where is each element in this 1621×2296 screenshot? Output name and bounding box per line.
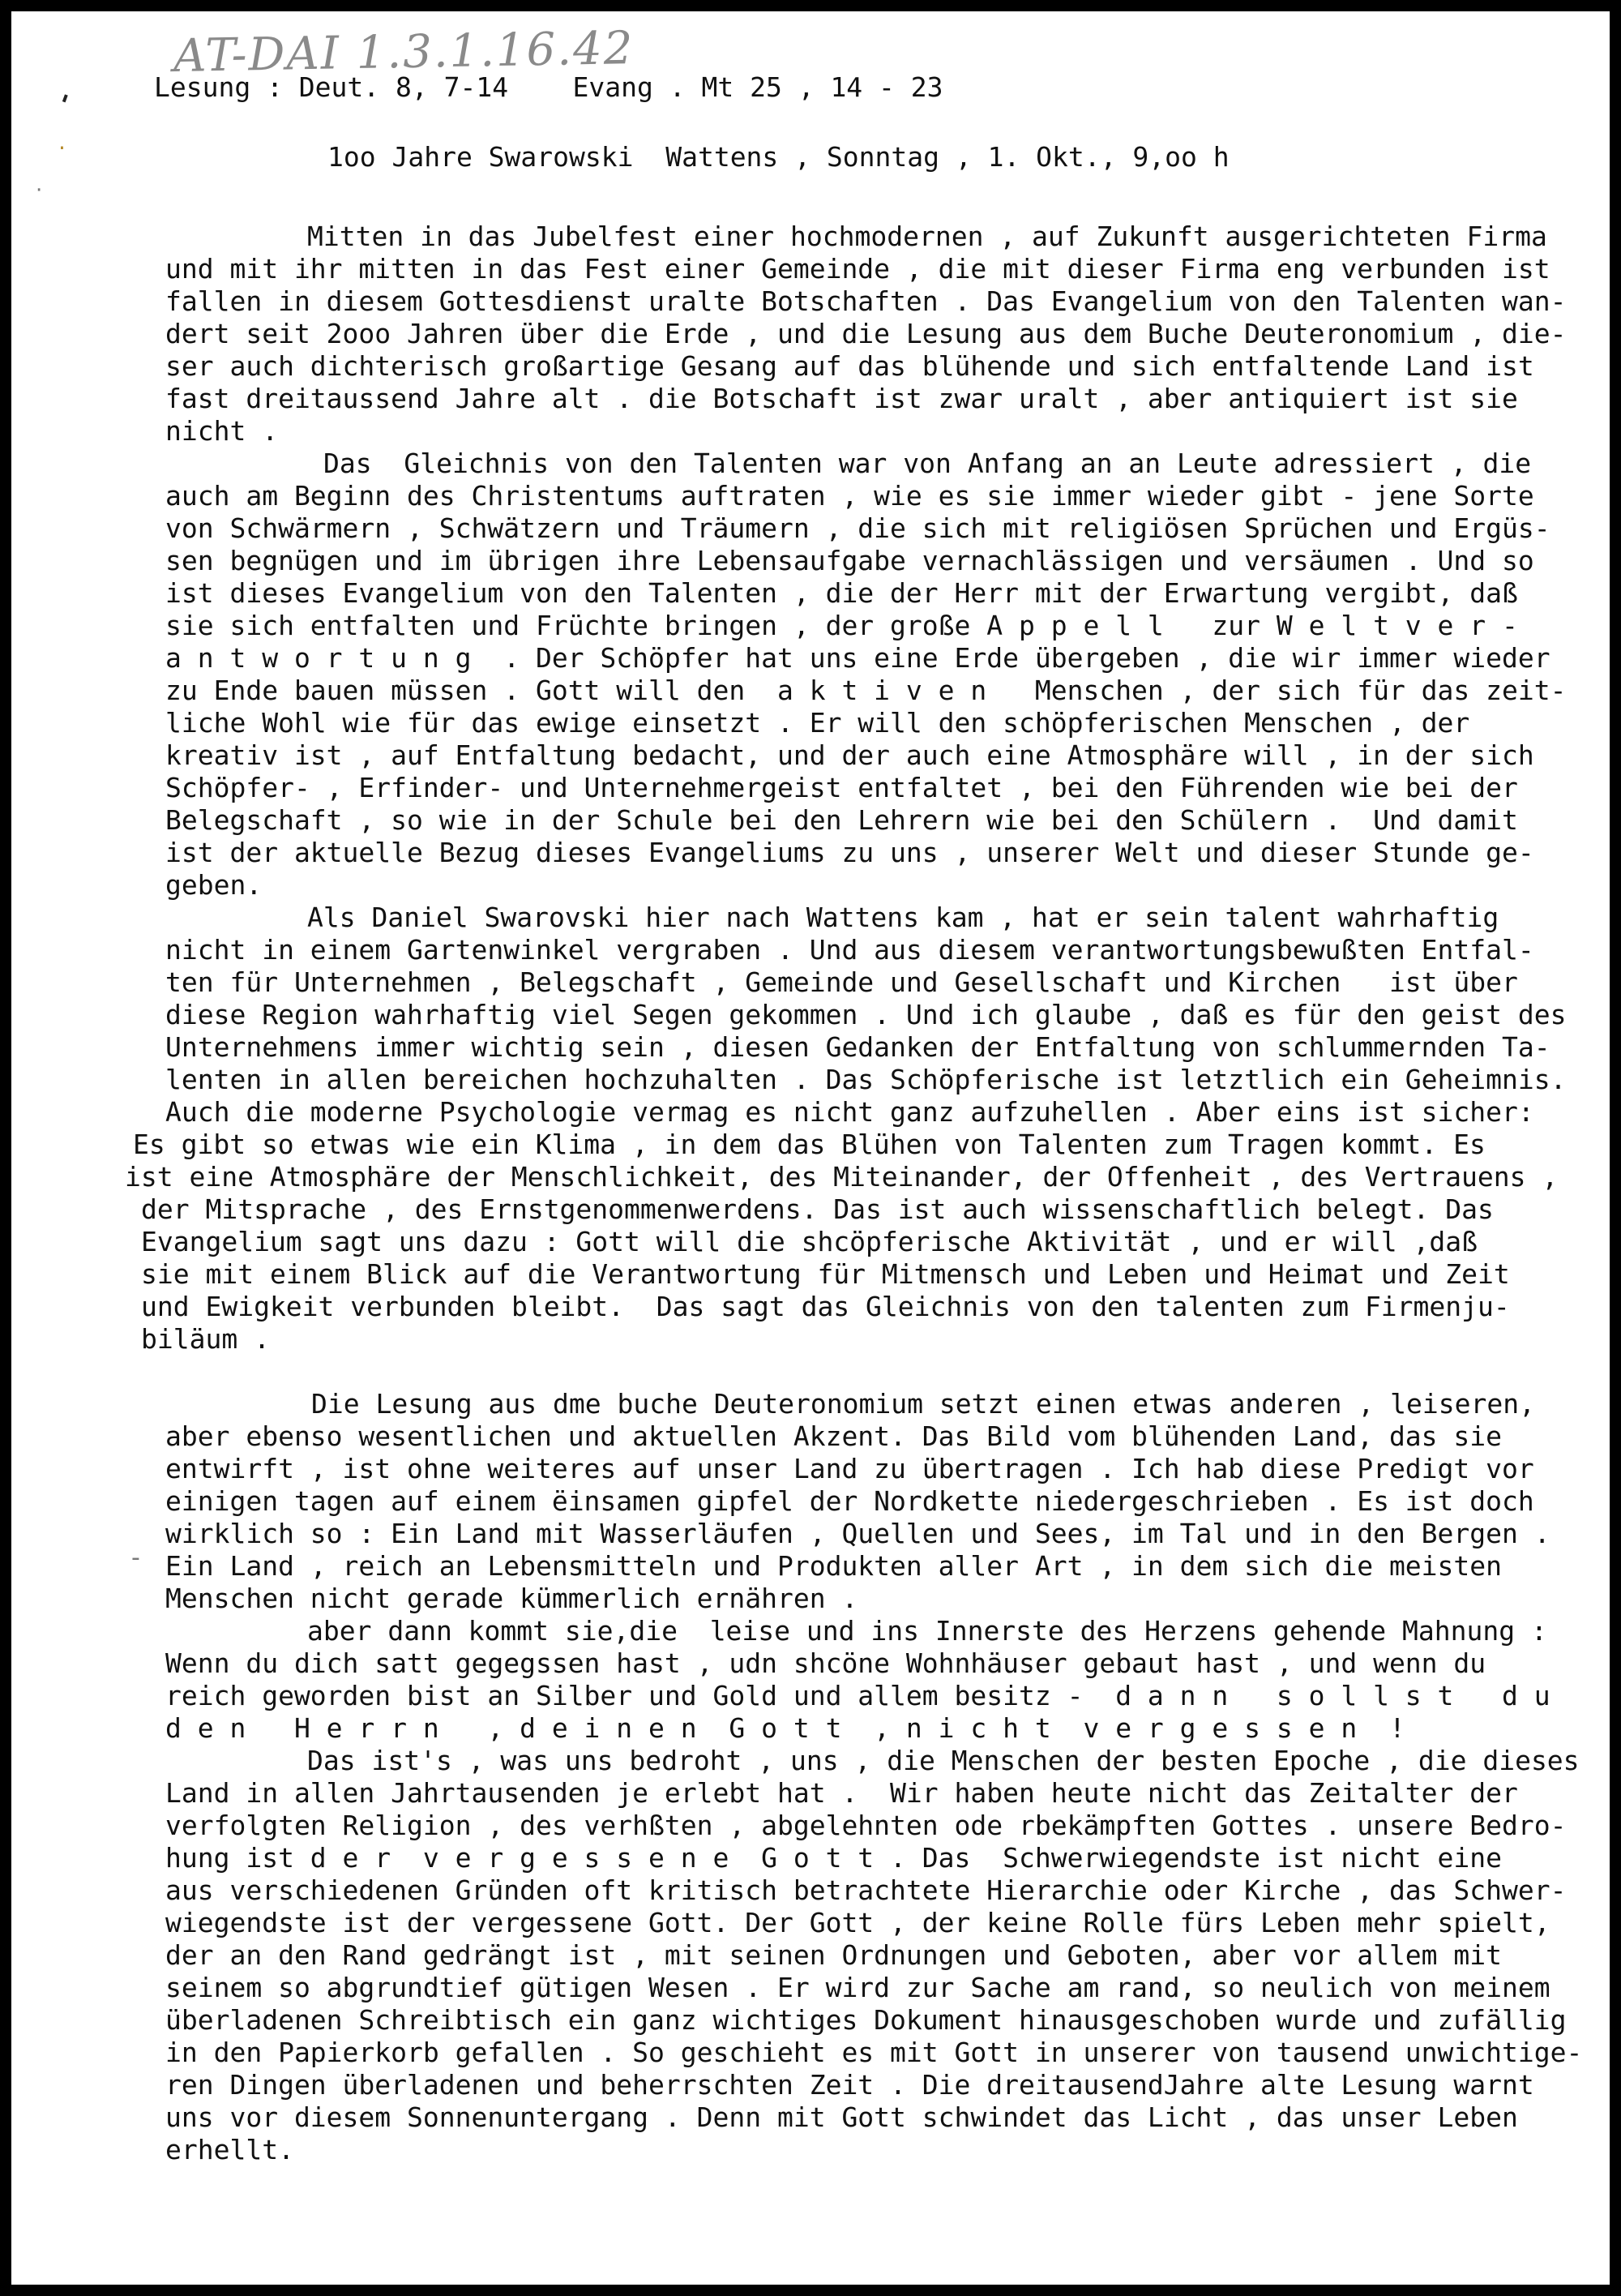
text-line: einigen tagen auf einem ëinsamen gipfel der Nordkette niedergeschrieben . Es ist doch	[165, 1485, 1534, 1517]
text-line: Land in allen Jahrtausenden je erlebt hat . Wir haben heute nicht das Zeitalter der	[165, 1777, 1518, 1809]
text-line: sen begnügen und im übrigen ihre Lebensaufgabe vernachlässigen und versäumen . Und so	[165, 545, 1534, 576]
text-line: biläum .	[141, 1323, 270, 1355]
text-line: fast dreitaussend Jahre alt . die Botschaft ist zwar uralt , aber antiquiert ist sie	[165, 383, 1518, 414]
text-line: aber dann kommt sie,die leise und ins Innerste des Herzens gehende Mahnung :	[307, 1615, 1547, 1647]
text-line: Schöpfer- , Erfinder- und Unternehmergeist entfaltet , bei den Führenden wie bei der	[165, 772, 1518, 803]
text-line: der an den Rand gedrängt ist , mit seinen Ordnungen und Geboten, aber vor allem mit	[165, 1939, 1503, 1971]
text-line: Unternehmens immer wichtig sein , diesen Gedanken der Entfaltung von schlummernden Ta-	[165, 1031, 1550, 1063]
text-line: und mit ihr mitten in das Fest einer Gemeinde , die mit dieser Firma eng verbunden ist	[165, 253, 1550, 285]
text-line: aber ebenso wesentlichen und aktuellen Akzent. Das Bild vom blühenden Land, das sie	[165, 1420, 1503, 1452]
text-line: Belegschaft , so wie in der Schule bei den Lehrern wie bei den Schülern . Und damit	[165, 804, 1518, 836]
text-line: ren Dingen überladenen und beherrschten Zeit . Die dreitausendJahre alte Lesung warnt	[165, 2069, 1534, 2101]
text-line: erhellt.	[165, 2134, 294, 2165]
text-line: hung ist d e r v e r g e s s e n e G o t t . Das Schwerwiegendste ist nicht eine	[165, 1842, 1503, 1874]
text-line: Wenn du dich satt gegegssen hast , udn shcöne Wohnhäuser gebaut hast , und wenn du	[165, 1647, 1486, 1679]
text-line: liche Wohl wie für das ewige einsetzt . Er will den schöpferischen Menschen , der	[165, 707, 1470, 739]
margin-mark: ·	[36, 178, 43, 203]
text-line: Mitten in das Jubelfest einer hochmodernen , auf Zukunft ausgerichteten Firma	[307, 221, 1547, 252]
text-line: diese Region wahrhaftig viel Segen gekommen . Und ich glaube , daß es für den geist des	[165, 999, 1567, 1030]
text-line: zu Ende bauen müssen . Gott will den a k t i v e n Menschen , der sich für das zeit-	[165, 675, 1567, 706]
margin-mark: '	[53, 88, 72, 122]
text-line: reich geworden bist an Silber und Gold und allem besitz - d a n n s o l l s t d u	[165, 1680, 1550, 1711]
text-line: sie sich entfalten und Früchte bringen , der große A p p e l l zur W e l t v e r -	[165, 610, 1518, 641]
text-line: seinem so abgrundtief gütigen Wesen . Er wird zur Sache am rand, so neulich von meinem	[165, 1972, 1550, 2003]
text-line: lenten in allen bereichen hochzuhalten . Das Schöpferische ist letztlich ein Geheimnis.	[165, 1064, 1567, 1095]
text-line: Das ist's , was uns bedroht , uns , die Menschen der besten Epoche , die dieses	[307, 1745, 1580, 1776]
text-line: a n t w o r t u n g . Der Schöpfer hat uns eine Erde übergeben , die wir immer wieder	[165, 642, 1550, 674]
text-line: und Ewigkeit verbunden bleibt. Das sagt das Gleichnis von den talenten zum Firmenju-	[141, 1291, 1510, 1322]
text-line: entwirft , ist ohne weiteres auf unser Land zu übertragen . Ich hab diese Predigt vor	[165, 1453, 1534, 1484]
sermon-heading: 1oo Jahre Swarowski Wattens , Sonntag , 1. Okt., 9,oo h	[327, 141, 1230, 173]
text-line: ten für Unternehmen , Belegschaft , Gemeinde und Gesellschaft und Kirchen ist über	[165, 966, 1518, 998]
text-line: nicht in einem Gartenwinkel vergraben . Und aus diesem verantwortungsbewußten Entfal-	[165, 934, 1534, 966]
text-line: d e n H e r r n , d e i n e n G o t t , n i c h t v e r g e s s e n !	[165, 1712, 1405, 1744]
text-line: wiegendste ist der vergessene Gott. Der Gott , der keine Rolle fürs Leben mehr spielt,	[165, 1907, 1550, 1938]
text-line: Die Lesung aus dme buche Deuteronomium setzt einen etwas anderen , leiseren,	[311, 1388, 1535, 1420]
text-line: ist eine Atmosphäre der Menschlichkeit, des Miteinander, der Offenheit , des Vertrauens ,	[125, 1161, 1559, 1193]
text-line: ist dieses Evangelium von den Talenten , die der Herr mit der Erwartung vergibt, daß	[165, 577, 1518, 609]
text-line: überladenen Schreibtisch ein ganz wichtiges Dokument hinausgeschoben wurde und zufällig	[165, 2004, 1567, 2036]
text-line: sie mit einem Blick auf die Verantwortung für Mitmensch und Leben und Heimat und Zeit	[141, 1258, 1510, 1290]
text-line: der Mitsprache , des Ernstgenommenwerdens. Das ist auch wissenschaftlich belegt. Das	[141, 1193, 1494, 1225]
text-line: Das Gleichnis von den Talenten war von Anfang an an Leute adressiert , die	[323, 448, 1532, 479]
margin-mark: -	[131, 1544, 140, 1572]
text-line: geben.	[165, 869, 263, 901]
text-line: in den Papierkorb gefallen . So geschieht es mit Gott in unserer von tausend unwichtige-	[165, 2037, 1583, 2068]
text-line: ser auch dichterisch großartige Gesang auf das blühende und sich entfaltende Land ist	[165, 350, 1534, 382]
text-line: uns vor diesem Sonnenuntergang . Denn mit Gott schwindet das Licht , das unser Leben	[165, 2101, 1518, 2133]
text-line: verfolgten Religion , des verhßten , abgelehnten ode rbekämpften Gottes . unsere Bedro-	[165, 1810, 1567, 1841]
text-line: auch am Beginn des Christentums auftraten , wie es sie immer wieder gibt - jene Sorte	[165, 480, 1534, 512]
text-line: von Schwärmern , Schwätzern und Träumern , die sich mit religiösen Sprüchen und Ergüs-	[165, 512, 1550, 544]
text-line: Auch die moderne Psychologie vermag es nicht ganz aufzuhellen . Aber eins ist sicher:	[165, 1096, 1534, 1128]
text-line: Menschen nicht gerade kümmerlich ernähren .	[165, 1583, 858, 1614]
text-line: Es gibt so etwas wie ein Klima , in dem das Blühen von Talenten zum Tragen kommt. Es	[133, 1129, 1486, 1160]
text-line: fallen in diesem Gottesdienst uralte Botschaften . Das Evangelium von den Talenten wan-	[165, 285, 1567, 317]
text-line: Evangelium sagt uns dazu : Gott will die shcöpferische Aktivität , und er will ,daß	[141, 1226, 1478, 1257]
archive-signature: AT-DAI 1.3.1.16.42	[173, 22, 635, 83]
text-line: kreativ ist , auf Entfaltung bedacht, und der auch eine Atmosphäre will , in der sich	[165, 739, 1534, 771]
text-line: ist der aktuelle Bezug dieses Evangeliums zu uns , unserer Welt und dieser Stunde ge-	[165, 837, 1534, 868]
margin-mark: ·	[58, 135, 66, 161]
scripture-readings: Lesung : Deut. 8, 7-14 Evang . Mt 25 , 14 - 23	[154, 71, 943, 103]
text-line: nicht .	[165, 415, 279, 447]
text-line: Ein Land , reich an Lebensmitteln und Produkten aller Art , in dem sich die meisten	[165, 1550, 1503, 1582]
text-line: wirklich so : Ein Land mit Wasserläufen , Quellen und Sees, im Tal und in den Bergen .	[165, 1518, 1550, 1549]
text-line: Als Daniel Swarovski hier nach Wattens kam , hat er sein talent wahrhaftig	[307, 902, 1499, 933]
text-line: dert seit 2ooo Jahren über die Erde , und die Lesung aus dem Buche Deuteronomium , die-	[165, 318, 1567, 349]
text-line: aus verschiedenen Gründen oft kritisch betrachtete Hierarchie oder Kirche , das Schwer-	[165, 1874, 1567, 1906]
